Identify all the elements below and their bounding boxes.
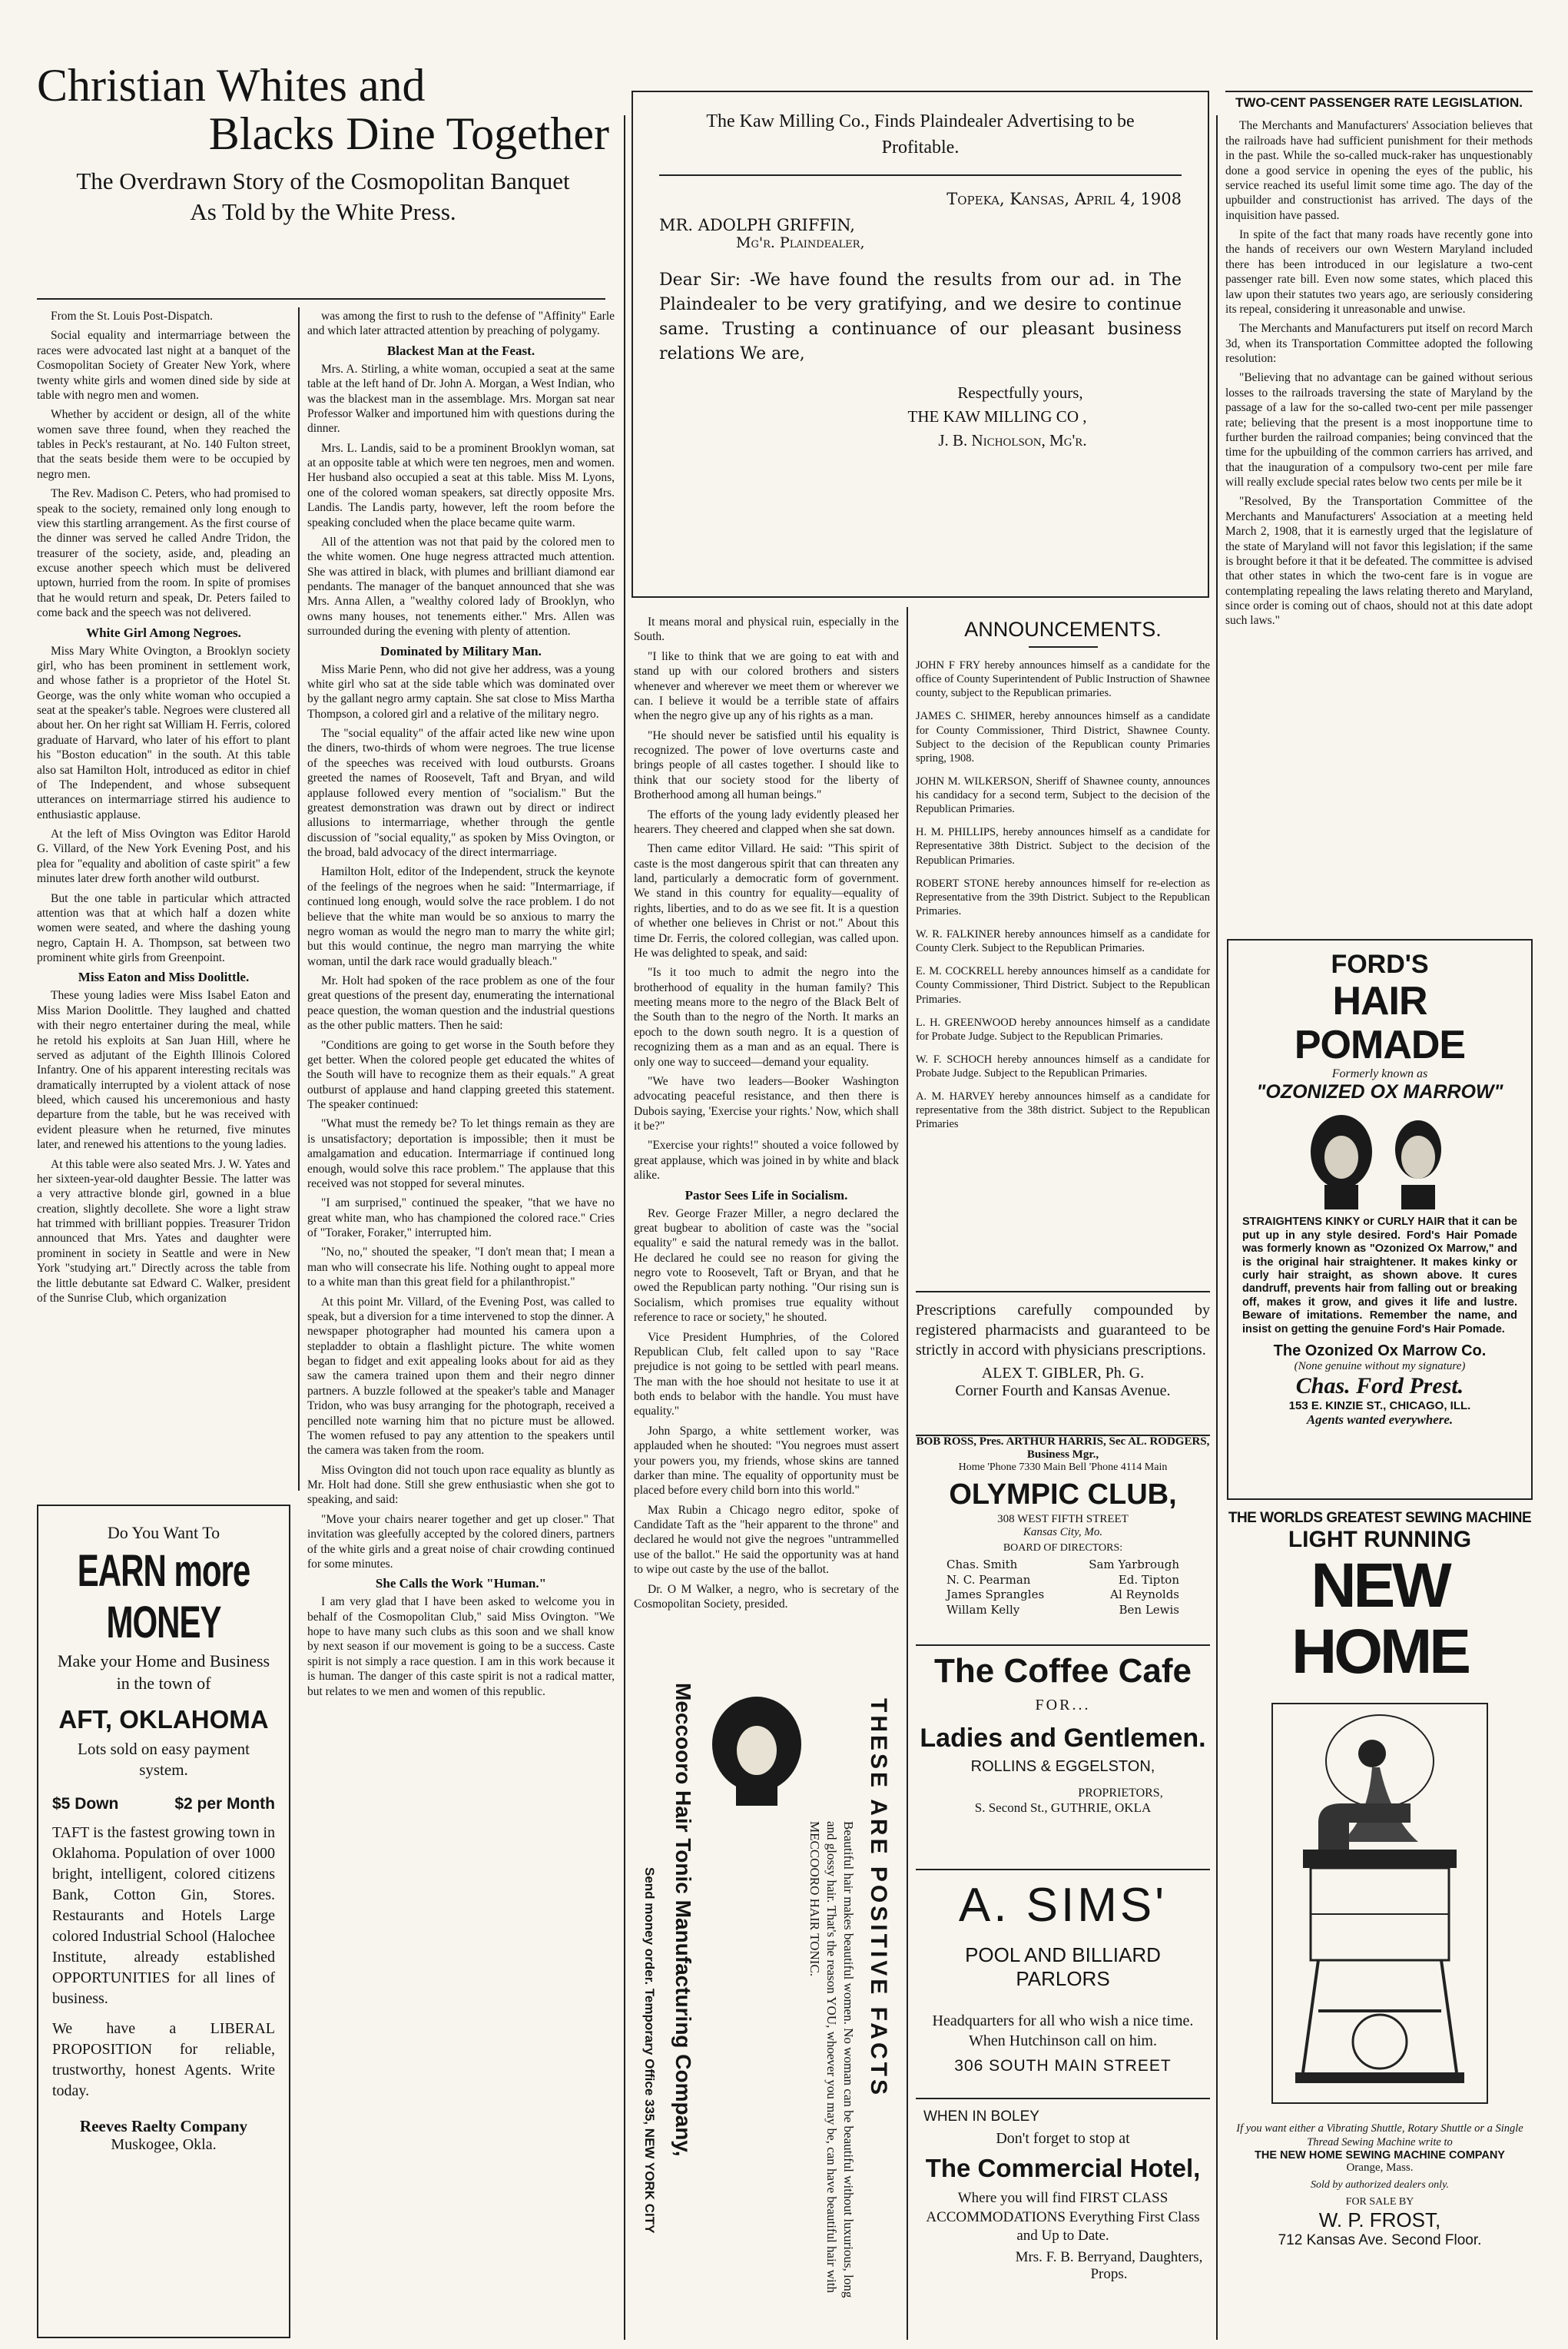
hotel-line-1: WHEN IN BOLEY <box>923 2108 1039 2125</box>
announcement-item: JOHN M. WILKERSON, Sheriff of Shawnee county, announces his candidacy for a second term, Subject to the decision of the Republican Primaries. <box>916 775 1210 816</box>
coffee-owners: ROLLINS & EGGELSTON, <box>970 1758 1155 1775</box>
article-subhead: Pastor Sees Life in Socialism. <box>685 1187 848 1203</box>
olympic-city: Kansas City, Mo. <box>1023 1526 1103 1538</box>
gibler-address: Corner Fourth and Kansas Avenue. <box>955 1382 1171 1399</box>
aft-ad-offer: We have a LIBERAL PROPOSITION for reliable, trustworthy, honest Agents. Write today. <box>52 2019 275 2099</box>
coffee-cafe-ad <box>916 1644 1210 1870</box>
newhome-company: THE NEW HOME SEWING MACHINE COMPANY <box>1255 2149 1505 2162</box>
new-home-sewing-ad <box>1227 1510 1533 2336</box>
rate-paragraph: The Merchants and Manufacturers' Association believes that the railroads have had sufficient punishment for their methods in the past. While the so-called muck-raker has unquestionably done a good service in opening the eyes of the public, his service reached its useful limit some time ago. The day of the upbuilder and constructionist has arrived. The days of the inquisition have passed. <box>1225 119 1533 222</box>
hair-tonic-ad <box>634 1667 899 2336</box>
newhome-line-2: LIGHT RUNNING <box>1288 1527 1472 1552</box>
article-paragraph: All of the attention was not that paid by the colored men to the white women. One huge negress attracted much attention. She was attired in black, with plumes and brilliant diamond ear pendants. The manager of the banquet announced that she was Mrs. Anna Allen, a "wealthy colored lady of Brooklyn, who owns many houses, not tenements either." Mrs. Allen was surrounded during the evening with plenty of attention. <box>307 535 615 639</box>
article-column-2 <box>307 309 615 2337</box>
newhome-city: Orange, Mass. <box>1346 2162 1414 2175</box>
aft-ad-earn-money: EARN more MONEY <box>77 1544 250 1647</box>
article-paragraph: At the left of Miss Ovington was Editor Harold G. Villard, of the New York Evening Post, and his plea for "equality and abolition of caste spirit" a few minutes later drew forth another wild outburst. <box>37 828 290 886</box>
article-paragraph: Miss Ovington did not touch upon race equality as bluntly as Mr. Holt had done. Still she grew enthusiastic when she got to speaking, and said: <box>307 1463 615 1507</box>
article-paragraph: John Spargo, a white settlement worker, was applauded when he shouted: "You negroes must assert your powers you, my friends, whose skins are tanned darker than mine. The equality of opportunity must be placed before every child born into this world." <box>634 1424 899 1498</box>
article-paragraph: Max Rubin a Chicago negro editor, spoke of Candidate Taft as the "heir apparent to the throne" and declared he would not give the negroes "untrammelled use of the ballot." He said the opportunity was at hand to wipe out caste by the use of the ballot. <box>634 1503 899 1577</box>
article-subhead: She Calls the Work "Human." <box>375 1576 547 1591</box>
announcement-item: L. H. GREENWOOD hereby announces himself as a candidate for Probate Judge. Subject to the Republican Primaries. <box>916 1016 1210 1043</box>
newhome-dealer: W. P. FROST, <box>1318 2208 1441 2232</box>
fords-signature: Chas. Ford Prest. <box>1295 1372 1464 1398</box>
announcement-item: JAMES C. SHIMER, hereby announces himself as a candidate for County Commissioner, Third District, Shawnee County. Subject to the decision of the Republican county Primaries spring, 1908. <box>916 710 1210 765</box>
announcement-item: A. M. HARVEY hereby announces himself as a candidate for representative from the 38th district. Subject to the Republican Primaries <box>916 1090 1210 1131</box>
gibler-text: Prescriptions carefully compounded by registered pharmacists and guaranteed to be strictly in accord with physicians prescriptions. <box>916 1302 1210 1359</box>
column-rule <box>1216 115 1218 2340</box>
article-paragraph: "We have two leaders—Booker Washington advocating peaceful resistance, and then there is Dubois saying, 'Exercise your rights.' Now, which shall it be?" <box>634 1074 899 1133</box>
kaw-divider <box>659 174 1182 176</box>
fords-maker: The Ozonized Ox Marrow Co. <box>1273 1342 1487 1359</box>
announcement-item: E. M. COCKRELL hereby announces himself as a candidate for County Commissioner, Third District. Subject to the Republican Primaries. <box>916 965 1210 1006</box>
sims-text: Headquarters for all who wish a nice time. When Hutchinson call on him. <box>932 2012 1194 2049</box>
director-name: Al Reynolds <box>1110 1588 1179 1601</box>
fords-body: STRAIGHTENS KINKY or CURLY HAIR that it can be put up in any style desired. Ford's Hair Pomade was formerly known as "Ozonized Ox Marrow," and is the original hair straightener. It makes kinky or curly hair straight, as shown above. It cures dandruff, prevents hair from falling out or breaking off, makes it grow, and gives it life and lustre. Beware of imitations. Remember the name, and insist on getting the genuine Ford's Hair Pomade. <box>1242 1216 1517 1335</box>
coffee-ladies: Ladies and Gentlemen. <box>920 1724 1206 1753</box>
kaw-header: The Kaw Milling Co., Finds Plaindealer Advertising to be Profitable. <box>706 111 1135 158</box>
article-subhead: White Girl Among Negroes. <box>86 625 241 640</box>
article-paragraph: I am very glad that I have been asked to welcome you in behalf of the Cosmopolitan Club," said Miss Ovington. "We hope to have many such clubs as this soon and we shall know by next season if our movement is going to be a success. Caste spirit is not simply a race question. I am in this work because it is human. The danger of this caste spirit is not a radical matter, but relates to we men and women of this republic. <box>307 1595 615 1698</box>
article-paragraph: The efforts of the young lady evidently pleased her hearers. They cheered and clapped when she sat down. <box>634 808 899 836</box>
column-rule <box>298 307 300 1491</box>
olympic-directors <box>916 1558 1210 1617</box>
article-paragraph: "What must the remedy be? To let things remain as they are is unsatisfactory; deportation is impossible; then it must be amalgamation and education. Intermarriage if continued long enough, would solve this race problem." The applause that this received was not stopped for several minutes. <box>307 1117 615 1190</box>
director-row <box>946 1573 1179 1588</box>
hair-tonic-title: THESE ARE POSITIVE FACTS <box>866 1698 891 2098</box>
sims-line-2: PARLORS <box>1016 1967 1110 1990</box>
aft-ad-down: $5 Down <box>52 1794 119 1813</box>
announcements-rule <box>1029 646 1098 648</box>
fords-brand: FORD'S <box>1331 950 1429 979</box>
article-subhead: Miss Eaton and Miss Doolittle. <box>78 970 250 985</box>
kaw-company: THE KAW MILLING CO , <box>907 406 1087 426</box>
article-paragraph: "I like to think that we are going to eat with and stand up with our colored brothers and sisters whenever and wherever we meet them or wherever we can. I believe it would be a terrible state of affairs when the negro give up any of his rights as a man. <box>634 649 899 723</box>
director-row <box>946 1558 1179 1573</box>
announcement-item: ROBERT STONE hereby announces himself for re-election as Representative from the 39th District. Subject to the Republican Primaries. <box>916 877 1210 917</box>
kaw-body: Dear Sir: -We have found the results from our ad. in The Plaindealer to be very gratifying, and we desire to continue same. Trusting a continuance of our pleasant business relations We are, <box>659 270 1182 363</box>
article-paragraph: Hamilton Holt, editor of the Independent, struck the keynote of the feelings of the negroes when he said: "Intermarriage, if continued long enough, would solve the race problem. I do not believe that the white man would be so anxious to marry the negro woman as would the negro man to marry the white girl; but this would continue, the negro man marrying the white woman, until the dark race would gradually bleach." <box>307 865 615 968</box>
gibler-pharmacy-ad <box>916 1291 1210 1436</box>
article-paragraph: But the one table in particular which attracted attention was that at which half a dozen white women were seated, and where the dashing young negro, Captain H. A. Thompson, sat between two prominent white girls from Greenpoint. <box>37 891 290 964</box>
sims-title: A. SIMS' <box>958 1879 1168 1932</box>
olympic-club-ad <box>916 1435 1210 1639</box>
article-paragraph: "I am surprised," continued the speaker, "that we have no great white man, who has championed the colored race." Cries of "Toraker, Foraker," interrupted him. <box>307 1196 615 1239</box>
article-subhead: Blackest Man at the Feast. <box>386 343 535 358</box>
aft-ad-pricing <box>52 1795 275 1813</box>
announcement-item: W. F. SCHOCH hereby announces himself as a candidate for Probate Judge. Subject to the Republican Primaries. <box>916 1053 1210 1080</box>
commercial-hotel-ad <box>916 2105 1210 2336</box>
fords-note: (None genuine without my signature) <box>1294 1359 1466 1372</box>
announcement-item: JOHN F FRY hereby announces himself as a candidate for the office of County Superintendent of Public Instruction of Shawnee county, subject to the Republican primaries. <box>916 659 1210 700</box>
newhome-dealer-for: FOR SALE BY <box>1345 2196 1414 2208</box>
headline-line-1: Christian Whites and <box>37 61 426 111</box>
hotel-title: The Commercial Hotel, <box>925 2154 1201 2182</box>
rate-paragraph: "Believing that no advantage can be gained without serious losses to the railroads traversing the state of Maryland by the passage of a law for the so-called two-cent per mile passenger rate; believing that the present is a most inopportune time to further burden the railroad companies; being convinced that the time for the upbuilding of the common carriers has arrived, and that the inauguration of a compulsory two-cent per mile fare will really exclude special rates below two cents per mile be it <box>1225 371 1533 489</box>
rate-paragraph: The Merchants and Manufacturers put itself on record March 3d, when its Transportation Committee adopted the following resolution: <box>1225 322 1533 366</box>
article-paragraph: "Is it too much to admit the negro into the brotherhood of equality in the human family? This meeting means more to the negro of the Black Belt of the South than to the negro of the North. It marks an epoch to the down south negro. It is a question of recognizing them as a man and as an equal. There is only one way to succeed—demand your equality. <box>634 966 899 1069</box>
aft-ad-line-1: Do You Want To <box>107 1523 220 1542</box>
newhome-text: If you want either a Vibrating Shuttle, Rotary Shuttle or a Single Thread Sewing Machine write to <box>1236 2122 1523 2149</box>
article-paragraph: "Conditions are going to get worse in the South before they get better. When the colored people get educated the whites of the South will have to recognize them as their equals." A great outburst of applause and hand clapping greeted this statement. The speaker continued: <box>307 1038 615 1111</box>
article-paragraph: "He should never be satisfied until his equality is recognized. The power of love overturns caste and brings people of all castes together. I should like to think that our society stood for the liberty of Brotherhood among all human beings." <box>634 728 899 802</box>
article-paragraph: "Move your chairs nearer together and get up closer." That invitation was gleefully accepted by the colored diners, partners of the white girls and a great noise of chair crowding continued for some minutes. <box>307 1512 615 1571</box>
aft-ad-lots: Lots sold on easy payment system. <box>78 1740 250 1780</box>
olympic-board: BOARD OF DIRECTORS: <box>1003 1542 1123 1554</box>
before-after-portrait-icon <box>1303 1110 1457 1209</box>
hair-tonic-text: Beautiful hair makes beautiful women. No woman can be beautiful without luxurious, long and glossy hair. That's the reason YOU, whoever you may be, can have beautiful hair with MECCOORO HAIR TONIC. <box>807 1821 856 2298</box>
rate-paragraph: In spite of the fact that many roads have recently gone into the hands of receivers our own Western Maryland included there has been introduced in our legislature a two-cent passenger rate bill. Even now some states, which placed this law upon their statutes two years ago, are seriously considering its repeal, considering it unreasonable and unwise. <box>1225 228 1533 316</box>
article-paragraph: From the St. Louis Post-Dispatch. <box>51 310 213 323</box>
director-name: N. C. Pearman <box>946 1572 1031 1587</box>
column-rule <box>907 607 908 2340</box>
aft-ad-town: AFT, OKLAHOMA <box>58 1705 269 1734</box>
kaw-to-title: Mg'r. Plaindealer, <box>736 234 865 252</box>
announcements-list <box>916 659 1210 1132</box>
article-paragraph: These young ladies were Miss Isabel Eaton and Miss Marion Doolittle. They laughed and chatted with their negro entertainer during the meal, while he retold his exploits at San Juan Hill, where he served as adjutant of the Eighth Illinois Colored Infantry. One of his apparent interesting recitals was dramatically interrupted by a violent attack of nose bleed, which caused his unceremonious and hasty departure from the table, but he was received with evident pleasure when he returned, five minutes later, and renewed his attentions to the young ladies. <box>37 989 290 1152</box>
aft-ad-body: TAFT is the fastest growing town in Oklahoma. Population of over 1000 bright, intelligent, colored citizens Bank, Cotton Gin, Stores. Restaurants and Hotels Large colored Industrial School (Halochee Institute, already established OPPORTUNITIES for all lines of business. <box>52 1823 275 2007</box>
coffee-address: S. Second St., GUTHRIE, OKLA <box>974 1800 1152 1815</box>
main-headline-block <box>37 61 609 296</box>
article-paragraph: was among the first to rush to the defense of "Affinity" Earle and which later attracted attention by preaching of polygamy. <box>307 310 615 338</box>
article-column-1 <box>37 309 290 1492</box>
article-paragraph: Mr. Holt had spoken of the race problem as one of the four great questions of the present day, enumerating the international peace question, the woman question and the industrial questions as the other public matters. Then he said: <box>307 974 615 1033</box>
woman-portrait-icon <box>707 1690 807 1806</box>
announcements-title: ANNOUNCEMENTS. <box>964 618 1162 641</box>
column-rule <box>624 115 625 2340</box>
aft-ad-company: Reeves Raelty Company <box>79 2116 248 2135</box>
kaw-signer: J. B. Nicholson, Mg'r. <box>938 430 1087 450</box>
sims-line-1: POOL AND BILLIARD <box>965 1943 1161 1966</box>
article-paragraph: Then came editor Villard. He said: "This spirit of caste is the most dangerous spirit that can threaten any land, particularly a democratic form of government. We stand in this country for equality—equality of rights, liberties, and to do as we see fit. It is a question of whether one believes in Christ or not." About this time Dr. Ferris, the colored collegian, was called upon. He was delighted to speak, and said: <box>634 842 899 960</box>
gibler-name: ALEX T. GIBLER, Ph. G. <box>981 1365 1145 1382</box>
fords-address: 153 E. KINZIE ST., CHICAGO, ILL. <box>1288 1398 1471 1412</box>
subheadline-line-1: The Overdrawn Story of the Cosmopolitan Banquet <box>76 168 570 194</box>
newhome-brand: NEW HOME <box>1291 1551 1468 1687</box>
rate-legislation-article <box>1225 91 1533 930</box>
article-paragraph: At this table were also seated Mrs. J. W. Yates and her sixteen-year-old daughter Bessie. The latter was a very attractive blonde girl, gowned in a blue creation, slightly decollete. She wore a light straw hat trimmed with brilliant poppies. Treasurer Tridon announced that Mrs. Yates and daughter were prominent in society in Seattle and were in New York "studying art." Directly across the table from the little debutante sat Edward C. Walker, president of the Sunrise Club, which organization <box>37 1157 290 1305</box>
director-row <box>946 1603 1179 1618</box>
newhome-line-1: THE WORLDS GREATEST SEWING MACHINE <box>1228 1510 1532 1526</box>
rate-title: TWO-CENT PASSENGER RATE LEGISLATION. <box>1235 95 1523 110</box>
director-name: Willam Kelly <box>946 1602 1020 1617</box>
headline-line-2: Blacks Dine Together <box>208 108 609 159</box>
director-name: Ed. Tipton <box>1118 1572 1179 1587</box>
sims-pool-ad <box>916 1875 1210 2099</box>
kaw-closing: Respectfully yours, <box>957 383 1083 402</box>
director-row <box>946 1588 1179 1603</box>
aft-oklahoma-ad <box>37 1505 290 2338</box>
article-paragraph: The "social equality" of the affair acted like new wine upon the diners, two-thirds of whom were negroes. The true license of the speeches was received with loud outbursts. Groans greeted the names of Roosevelt, Taft and Bryan, and wild applause followed every mention of "socialism." But the greatest demonstration was drawn out by direct or indirect allusions to intermarriage, whether through the gentle discussion of "social equality," as spoken by Miss Ovington, or the broad, bald advocacy of the direct intermarriage. <box>307 727 615 859</box>
article-paragraph: Miss Mary White Ovington, a Brooklyn society girl, who has been prominent in settlement work, and whose father is a proprietor of the Hotel St. George, was the only white woman who occupied a seat at the speaker's table. Negroes were clustered all about her. On her right sat William H. Ferris, colored graduate of Harvard, who later of his effort to plant his "Boston education" in the south. At this table also sat Hamilton Holt, introduced as editor in chief of The Independent, and whose subsequent utterances on intermarriage stirred his audience to enthusiastic applause. <box>37 644 290 821</box>
article-paragraph: The Rev. Madison C. Peters, who had promised to speak to the society, remained only long enough to view this startling arrangement. As the first course of the dinner was served he called Andre Tridon, the treasurer of the society, aside, and, pleading an excuse another speech which must be delivered uptown, hurried from the room. In spite of promises that he would return and speak, Dr. Peters failed to come back and the speech was not delivered. <box>37 487 290 620</box>
article-paragraph: Rev. George Frazer Miller, a negro declared the great bugbear to abolition of caste was the "social equality" e said the natural remedy was in the ballot. He declared he could see no reason for giving the negro vote to Roosevelt, Taft or Bryan, and that he owed the Republican party nothing. "Our rising sun is Socialism, which promises true equality without reference to race or society," he shouted. <box>634 1206 899 1325</box>
fords-pomade-ad <box>1227 939 1533 1500</box>
article-paragraph: Vice President Humphries, of the Colored Republican Club, felt called upon to say "Race prejudice is not going to be settled with pearl means. The man with the hoe should not hesitate to use it at both ends to belabor with the handle. You must have equality." <box>634 1330 899 1418</box>
aft-ad-city: Muskogee, Okla. <box>111 2135 217 2153</box>
coffee-for: FOR... <box>1035 1697 1091 1714</box>
headline-rule <box>37 298 605 300</box>
director-name: Sam Yarbrough <box>1089 1558 1179 1571</box>
article-paragraph: It means moral and physical ruin, especially in the South. <box>634 615 899 644</box>
article-paragraph: "No, no," shouted the speaker, "I don't mean that; I mean a man who will consecrate his life. Nothing ought to appeal more to a white man than this great field for a philanthropist." <box>307 1246 615 1289</box>
fords-old-name: "OZONIZED OX MARROW" <box>1256 1081 1503 1103</box>
director-name: Ben Lewis <box>1119 1602 1179 1617</box>
hotel-owners: Mrs. F. B. Berryand, Daughters, Props. <box>1015 2249 1203 2283</box>
announcements-block <box>916 615 1210 1283</box>
hair-tonic-company: Meccooro Hair Tonic Manufacturing Company, <box>671 1683 695 2157</box>
olympic-address: 308 WEST FIFTH STREET <box>997 1513 1129 1525</box>
article-paragraph: Social equality and intermarriage between the races were advocated last night at a banquet of the Cosmopolitan Society of Greater New York, where twenty white girls and women dined side by side at table with negro men and women. <box>37 329 290 402</box>
kaw-to-name: MR. ADOLPH GRIFFIN, <box>659 216 855 235</box>
aft-ad-line-3: Make your Home and Business in the town of <box>57 1651 270 1693</box>
director-name: Chas. Smith <box>946 1558 1018 1571</box>
director-name: James Sprangles <box>946 1588 1045 1601</box>
article-paragraph: "Exercise your rights!" shouted a voice followed by great applause, which was joined in by white and black alike. <box>634 1139 899 1183</box>
article-paragraph: Miss Marie Penn, who did not give her address, was a young white girl who sat at the side table which was dominated over by the gallant negro army captain. She sat close to Miss Martha Thompson, a colored girl and a relative of the military negro. <box>307 662 615 721</box>
article-paragraph: Dr. O M Walker, a negro, who is secretary of the Cosmopolitan Society, presided. <box>634 1582 899 1611</box>
coffee-prop: PROPRIETORS, <box>1078 1787 1163 1800</box>
hotel-line-2: Don't forget to stop at <box>996 2130 1130 2147</box>
announcement-item: H. M. PHILLIPS, hereby announces himself as a candidate for Representative 38th District. Subject to the decision of the Republican Primaries. <box>916 826 1210 867</box>
olympic-phones: Home 'Phone 7330 Main Bell 'Phone 4114 Main <box>958 1461 1168 1473</box>
article-column-3 <box>634 615 899 1660</box>
article-paragraph: Mrs. L. Landis, said to be a prominent Brooklyn woman, sat at an opposite table at which were ten negroes, men and women. Her husband also occupied a seat at this table. Miss M. Lyons, one of the colored woman speakers, sat directly opposite Mrs. Landis. The Landis party, however, left the room before the speaking concluded when the place became quite warm. <box>307 441 615 529</box>
coffee-title: The Coffee Cafe <box>934 1652 1192 1690</box>
article-paragraph: Whether by accident or design, all of the white women save three found, when they reached the tables in Peck's restaurant, at No. 140 Fulton street, that the seats beside them were to be occupied by negro men. <box>37 408 290 481</box>
olympic-title: OLYMPIC CLUB, <box>949 1478 1177 1511</box>
kaw-milling-letter <box>632 91 1209 598</box>
rate-paragraph: "Resolved, By the Transportation Committee of the Merchants and Manufacturers' Association at a meeting held March 2, 1908, that it is earnestly urged that the legislature of the state of Maryland will not favor this legislation; if the same is brought before it that it be defeated. The committee is advised that other states in which the two-cent fare is in vogue are contemplating repealing the laws relating thereto and Maryland, since order is coming out of chaos, should not at this date adopt such laws." <box>1225 495 1533 628</box>
newhome-dealer-address: 712 Kansas Ave. Second Floor. <box>1278 2232 1482 2249</box>
announcement-item: W. R. FALKINER hereby announces himself as a candidate for County Clerk. Subject to the Republican Primaries. <box>916 928 1210 955</box>
kaw-date: Topeka, Kansas, April 4, 1908 <box>946 190 1182 209</box>
fords-agents: Agents wanted everywhere. <box>1306 1412 1454 1427</box>
olympic-officers: BOB ROSS, Pres. ARTHUR HARRIS, Sec AL. RODGERS, Business Mgr., <box>916 1435 1210 1461</box>
article-paragraph: At this point Mr. Villard, of the Evening Post, was called to speak, but a diversion for a time intervened to stop the dinner. A newspaper photographer had mounted his camera upon a stepladder to obtain a flashlight picture. The white women began to fidget and exit appealing looks about for aid as they saw the camera trained upon them and their negro dinner partners. A buzzle followed at the speaker's table and Manager Tridon, who was busy arranging for the photograph, received a pencilled note warning him that no picture must be allowed. The women refused to pay any attention to the speakers until the camera was taken from the room. <box>307 1295 615 1458</box>
hotel-text: Where you will find FIRST CLASS ACCOMMODATIONS Everything First Class and Up to Date. <box>926 2190 1200 2244</box>
aft-ad-monthly: $2 per Month <box>174 1794 275 1813</box>
subheadline-line-2: As Told by the White Press. <box>190 198 456 226</box>
article-paragraph: Mrs. A. Stirling, a white woman, occupied a seat at the same table at the left hand of Dr. John A. Morgan, a West Indian, who was the blackest man in the assemblage. Mrs. Morgan sat near Professor Walker and importuned him with questions during the dinner. <box>307 362 615 436</box>
hair-tonic-address: Send money order. Temporary Office 335, NEW YORK CITY <box>642 1867 657 2234</box>
sewing-machine-illustration-icon <box>1257 1688 1503 2118</box>
fords-title: HAIR POMADE <box>1294 979 1466 1068</box>
fords-formerly: Formerly known as <box>1331 1067 1428 1081</box>
newhome-note: Sold by authorized dealers only. <box>1310 2179 1450 2191</box>
article-subhead: Dominated by Military Man. <box>380 643 542 659</box>
sims-address: 306 SOUTH MAIN STREET <box>954 2057 1172 2075</box>
